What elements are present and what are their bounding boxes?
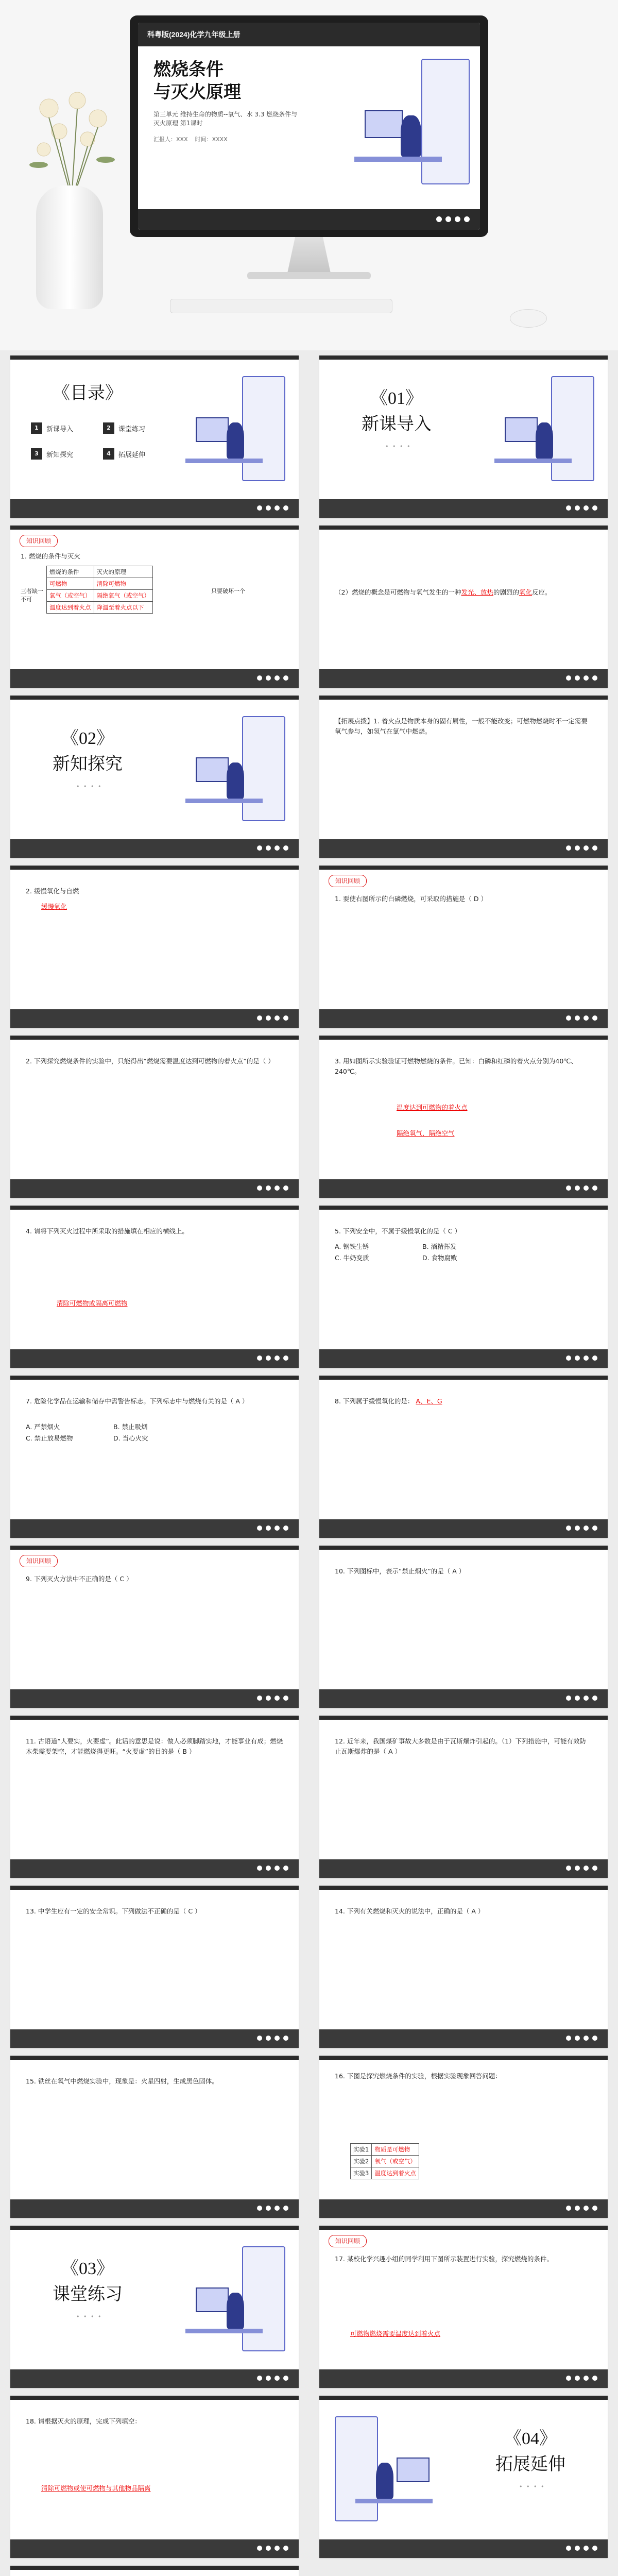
question-text: 10. 下列图标中，表示“禁止烟火”的是（ A ） xyxy=(335,1567,466,1575)
slide-tag: 知识回顾 xyxy=(329,875,367,887)
keyboard xyxy=(170,299,392,313)
answer-text: 清除可燃物或使可燃物与其他物品隔离 xyxy=(41,2484,151,2492)
slide-section-03[interactable] xyxy=(10,2226,299,2388)
slide-lab-experiment[interactable] xyxy=(319,2226,608,2388)
slide-hazard-signs[interactable] xyxy=(10,1376,299,1538)
section-number: 《04》 xyxy=(504,2429,557,2448)
slide-iron-burning[interactable] xyxy=(10,2056,299,2218)
slide-tag: 知识回顾 xyxy=(329,2235,367,2247)
slide-section-02[interactable] xyxy=(10,696,299,858)
table-side-label: 三者缺一不可 xyxy=(21,588,43,603)
mouse xyxy=(510,309,547,328)
section-number: 《02》 xyxy=(61,729,114,748)
answer-text: 可燃物燃烧需要温度达到着火点 xyxy=(350,2330,441,2337)
desk-illustration xyxy=(330,2411,443,2535)
desk-illustration xyxy=(344,54,473,203)
cover-reporter: 汇报人：XXX xyxy=(153,136,188,143)
desk-illustration xyxy=(175,2241,288,2365)
slide-toc[interactable] xyxy=(10,355,299,518)
desk-illustration xyxy=(180,371,288,495)
flower-decoration xyxy=(28,88,116,196)
slide-slow-oxidation-2[interactable] xyxy=(319,1376,608,1538)
section-number: 《03》 xyxy=(61,2259,114,2278)
slide-fire-saying[interactable] xyxy=(10,1716,299,1878)
cover-title-line1: 燃烧条件 xyxy=(153,60,224,79)
option-b[interactable]: B. 酒精挥发 xyxy=(422,1243,457,1250)
section-name: 新课导入 xyxy=(362,415,432,434)
slide-condition-experiment[interactable] xyxy=(319,2056,608,2218)
cover-footer-band xyxy=(138,209,480,230)
question-text: 3. 用如图所示实验验证可燃物燃烧的条件。已知：白磷和红磷的着火点分别为40℃、240℃。 xyxy=(335,1057,577,1075)
toc-title: 《目录》 xyxy=(53,384,123,403)
question-text: 7. 危险化学品在运输和储存中需警告标志。下列标志中与燃烧有关的是（ A ） xyxy=(26,1397,249,1405)
vase xyxy=(36,185,103,309)
section-name: 拓展延伸 xyxy=(495,2455,565,2474)
slide-extinguish-methods[interactable] xyxy=(10,1546,299,1708)
desk-illustration xyxy=(484,371,597,495)
section-name: 新知探究 xyxy=(53,755,123,774)
question-text: 2. 下列探究燃烧条件的实验中，只能得出“燃烧需要温度达到可燃物的着火点”的是（ ） xyxy=(26,1057,274,1065)
question-text: 2. 缓慢氧化与自燃 xyxy=(26,887,79,895)
option-a[interactable]: A. 严禁烟火 xyxy=(26,1423,60,1431)
cover-title-line2: 与灭火原理 xyxy=(153,83,241,102)
pagination-dots xyxy=(436,216,470,222)
answer-text: 缓慢氧化 xyxy=(41,903,67,910)
option-d[interactable]: D. 食物腐败 xyxy=(422,1254,457,1262)
slide-heading: 1. 燃烧的条件与灭火 xyxy=(21,552,80,560)
desk-illustration xyxy=(175,711,288,835)
answer-table: 实验1 物质是可燃物 实验2 氧气（或空气） 实验3 温度达到着火点 xyxy=(350,2143,419,2179)
toc-item-2[interactable]: 2 课堂练习 xyxy=(103,422,145,434)
slide-review-table[interactable] xyxy=(10,526,299,688)
question-text: 1. 要使右图所示的白磷燃烧，可采取的措施是（ D ） xyxy=(335,895,487,903)
option-a[interactable]: A. 钢铁生锈 xyxy=(335,1243,369,1250)
slide-tag: 知识回顾 xyxy=(20,535,58,547)
option-b[interactable]: B. 禁止吸烟 xyxy=(113,1423,148,1431)
slide-combustion-concept[interactable] xyxy=(319,526,608,688)
slide-resources[interactable] xyxy=(10,2566,299,2576)
question-text: 5. 下列安全中，不属于缓慢氧化的是（ C ） xyxy=(335,1227,461,1235)
note-text: 【拓展点拨】1. 着火点是物质本身的固有属性，一般不能改变；可燃物燃烧时不一定需要氧气参与，如氢气在氯气中燃烧。 xyxy=(335,717,588,735)
section-name: 课堂练习 xyxy=(53,2285,123,2304)
slide-gas-explosion[interactable] xyxy=(319,1716,608,1878)
question-text: 13. 中学生应有一定的安全常识。下列做法不正确的是（ C ） xyxy=(26,1907,201,1915)
slide-safety-choice[interactable] xyxy=(319,1206,608,1368)
cover-header: 科粤版(2024)化学九年级上册 xyxy=(147,30,241,39)
slide-extinguish-fill[interactable] xyxy=(10,2396,299,2558)
question-text: 9. 下列灭火方法中不正确的是（ C ） xyxy=(26,1575,133,1583)
section-dots: • • • • xyxy=(519,2483,545,2490)
answer-text-1: 温度达到可燃物的着火点 xyxy=(397,1104,468,1111)
monitor-stand xyxy=(287,237,331,273)
monitor-foot xyxy=(247,272,371,279)
slide-experiment-3[interactable] xyxy=(319,1036,608,1198)
hero-cover xyxy=(0,0,618,350)
monitor-screen xyxy=(138,23,480,230)
cover-subtitle: 第三单元 维持生命的物质--氧气、水 3.3 燃烧条件与灭火原理 第1课时 xyxy=(153,111,298,127)
slide-safety-knowledge[interactable] xyxy=(10,1886,299,2048)
answer-text-2: 隔绝氧气，隔绝空气 xyxy=(397,1129,455,1137)
question-text: 16. 下图是探究燃烧条件的实验，根据实验现象回答问题： xyxy=(335,2072,502,2080)
option-d[interactable]: D. 当心火灾 xyxy=(113,1434,148,1442)
question-text: 15. 铁丝在氧气中燃烧实验中，现象是：火星四射，生成黑色固体。 xyxy=(26,2077,218,2085)
cover-header-band xyxy=(138,23,480,46)
slide-no-fire-sign[interactable] xyxy=(319,1546,608,1708)
slide-section-01[interactable] xyxy=(319,355,608,518)
cover-title xyxy=(153,59,308,104)
question-text: 17. 某校化学兴趣小组的同学利用下图所示装置进行实验，探究燃烧的条件。 xyxy=(335,2255,553,2263)
section-dots: • • • • xyxy=(385,443,411,450)
answer-text: 清除可燃物或隔离可燃物 xyxy=(57,1299,128,1307)
question-text: 12. 近年来，我国煤矿事故大多数是由于瓦斯爆炸引起的。（1）下列措施中，可能有效防止瓦斯爆炸的是（ A ） xyxy=(335,1737,587,1755)
option-c[interactable]: C. 牛奶变质 xyxy=(335,1254,369,1262)
question-text: 18. 请根据灭火的原理，完成下列填空： xyxy=(26,2417,141,2425)
concept-text: （2）燃烧的概念是可燃物与氧气发生的一种发光、放热的剧烈的氧化反应。 xyxy=(335,588,552,596)
question-text: 8. 下列属于缓慢氧化的是： A、E、G xyxy=(335,1397,442,1405)
cover-time: 时间：XXXX xyxy=(195,136,228,143)
cover-meta xyxy=(153,135,318,143)
toc-item-4[interactable]: 4 拓展延伸 xyxy=(103,448,145,460)
slide-combustion-statements[interactable] xyxy=(319,1886,608,2048)
slide-extinguish-measures[interactable] xyxy=(10,1206,299,1368)
question-text: 11. 古语道“人要实，火要虚”。此话的意思是说：做人必须脚踏实地，才能事业有成；燃烧木柴需要架空，才能燃烧得更旺。“火要虚”的目的是（ B ） xyxy=(26,1737,283,1755)
question-text: 14. 下列有关燃烧和灭火的说法中，正确的是（ A ） xyxy=(335,1907,485,1915)
section-dots: • • • • xyxy=(76,783,102,790)
section-number: 《01》 xyxy=(370,389,423,408)
option-c[interactable]: C. 禁止放易燃物 xyxy=(26,1434,73,1442)
slide-tag: 知识回顾 xyxy=(20,1555,58,1567)
slide-experiment-2[interactable] xyxy=(10,1036,299,1198)
slide-section-04[interactable] xyxy=(319,2396,608,2558)
condition-table: 燃烧的条件 灭火的原理 可燃物 清除可燃物 氧气（或空气） 隔绝氧气（或空气） 温度达到着火点 降温至着火点以下 xyxy=(46,566,153,614)
monitor xyxy=(130,15,488,237)
toc-item-1[interactable]: 1 新课导入 xyxy=(31,422,73,434)
question-text: 4. 请将下列灭火过程中所采取的措施填在相应的横线上。 xyxy=(26,1227,188,1235)
section-dots: • • • • xyxy=(76,2313,102,2320)
slide-white-phosphorus[interactable] xyxy=(319,866,608,1028)
slide-slow-oxidation[interactable] xyxy=(10,866,299,1028)
slide-extension-note[interactable] xyxy=(319,696,608,858)
table-side-label-2: 只要破坏一个 xyxy=(211,588,245,595)
toc-item-3[interactable]: 3 新知探究 xyxy=(31,448,73,460)
